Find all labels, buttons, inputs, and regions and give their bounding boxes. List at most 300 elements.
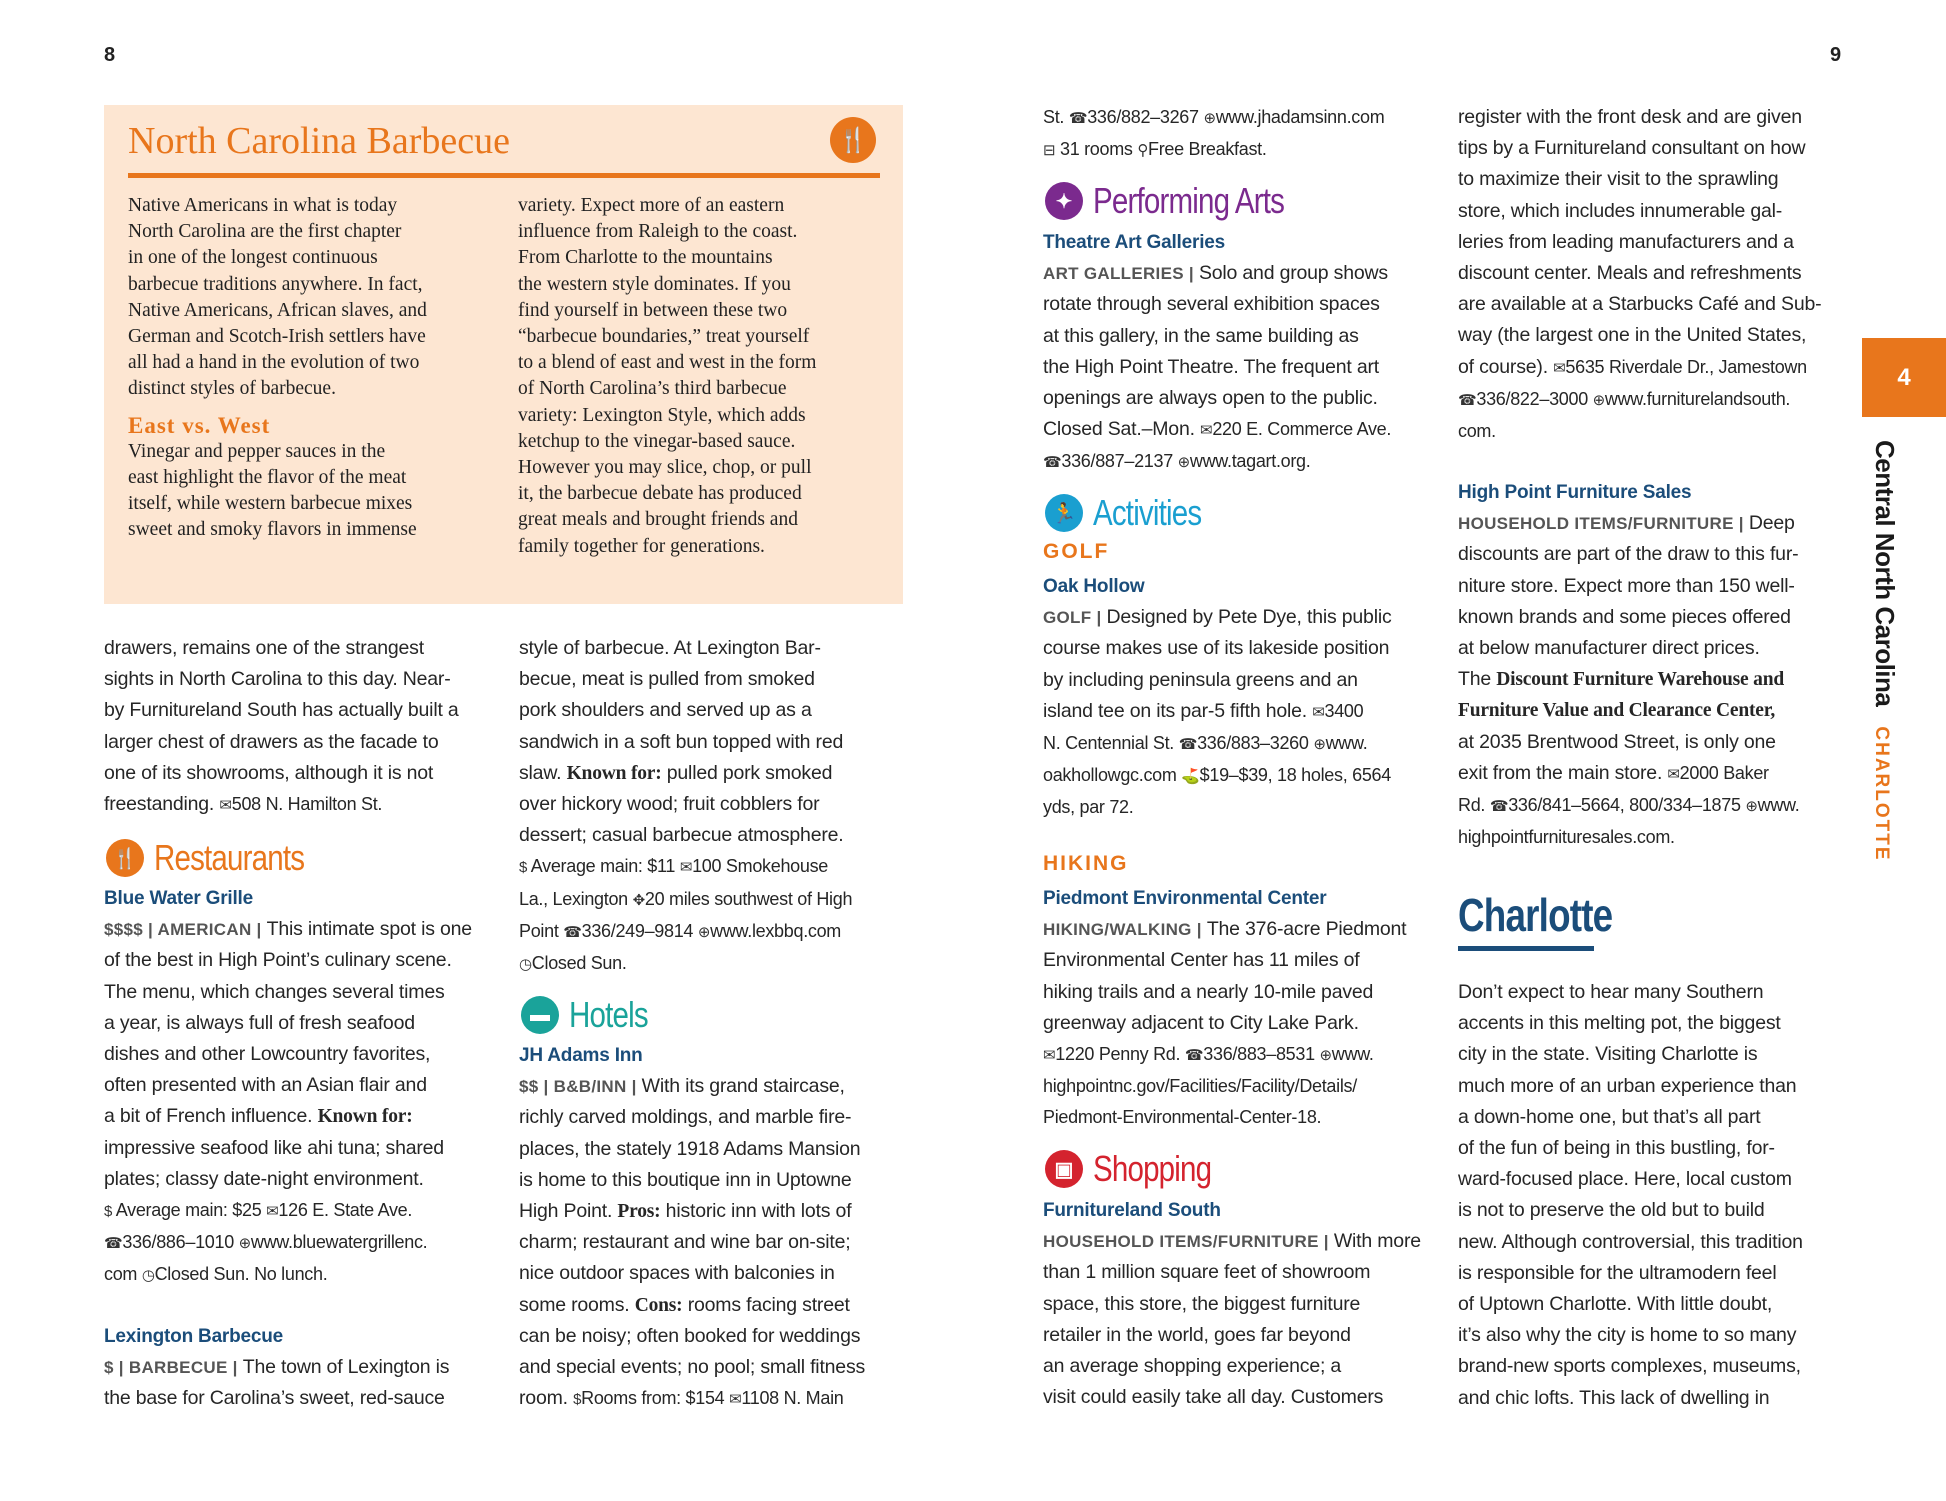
text-line: style of barbecue. At Lexington Bar- (519, 637, 821, 659)
text-line: charm; restaurant and wine bar on-site; (519, 1231, 851, 1254)
mail-icon: ✉ (1043, 1047, 1056, 1065)
text-line (519, 884, 909, 916)
text-line: $ | BARBECUE | The town of Lexington is (104, 1356, 450, 1379)
text-line: hiking trails and a nearly 10-mile paved (1043, 980, 1374, 1003)
mail-icon: ✉ (1553, 359, 1566, 377)
text-line: HOUSEHOLD ITEMS/FURNITURE | Deep (1458, 512, 1795, 535)
text-line: leries from leading manufacturers and a (1458, 230, 1794, 253)
address: 3400 (1324, 700, 1364, 721)
box-subheading: East vs. West (128, 412, 271, 438)
directions-icon: ✥ (632, 891, 645, 909)
text-line: often presented with an Asian flair and (104, 1074, 427, 1097)
section-shopping (1045, 1148, 1237, 1190)
known-for-label: Known for: (566, 762, 662, 784)
text-line: dessert; casual barbecue atmosphere. (519, 824, 844, 847)
text-line: Environmental Center has 11 miles of (1043, 949, 1360, 972)
box-col2-line: family together for generations. (518, 535, 765, 557)
text-fragment: some rooms. (519, 1293, 630, 1316)
text-line (519, 1196, 914, 1227)
category-label: B&B/INN (553, 1077, 627, 1097)
text-line (104, 1195, 494, 1227)
text-fragment: exit from the main store. (1458, 761, 1663, 784)
text-line: to maximize their visit to the sprawling (1458, 168, 1779, 191)
phone-icon: ☎ (563, 923, 582, 941)
text-line: than 1 million square feet of showroom (1043, 1261, 1371, 1284)
fork-knife-icon: 🍴 (830, 117, 876, 163)
text-fragment: historic inn with lots of (665, 1200, 852, 1223)
section-activities (1045, 492, 1225, 534)
venue-name[interactable]: Furnitureland South (1043, 1200, 1221, 1221)
text-line: GOLF | Designed by Pete Dye, this public (1043, 606, 1392, 629)
address: 508 N. Hamilton St. (231, 794, 383, 815)
golf-heading: GOLF (1043, 540, 1110, 563)
category-label: HIKING/WALKING (1043, 920, 1192, 940)
text-line (1043, 446, 1443, 478)
bed-icon: ⊟ (1043, 142, 1056, 160)
store-name: Furniture Value and Clearance Center, (1458, 700, 1776, 722)
text-line (519, 916, 909, 948)
box-col2-line: find yourself in between these two (518, 299, 788, 321)
address: Rd. (1458, 795, 1486, 816)
text-line: sights in North Carolina to this day. Near- (104, 668, 451, 691)
text-line: a down-home one, but that’s all part (1458, 1105, 1761, 1128)
dollar-icon: $ (519, 859, 528, 877)
box-divider (128, 173, 880, 178)
box-col1-line: itself, while western barbecue mixes (128, 493, 413, 515)
text-line: $$ | B&B/INN | With its grand staircase, (519, 1075, 845, 1098)
charlotte-underline (1458, 946, 1594, 951)
box-col1-line: in one of the longest continuous (128, 247, 378, 269)
text-line: plates; classy date-night environment. (104, 1167, 424, 1190)
phone-icon: ☎ (1184, 1047, 1204, 1065)
website-link[interactable]: com (104, 1264, 138, 1285)
text-line: drawers, remains one of the strangest (104, 637, 424, 659)
text-line (1043, 134, 1438, 166)
globe-icon: ⊕ (1319, 1047, 1332, 1065)
address: 5635 Riverdale Dr., Jamestown (1565, 356, 1807, 377)
hours: Closed Sat.–Mon. (1043, 418, 1195, 441)
website-link[interactable]: www. (1325, 733, 1368, 754)
text-line: pork shoulders and served up as a (519, 699, 812, 722)
text-line (1458, 790, 1858, 822)
dollar-icon: $ (573, 1391, 582, 1409)
text-line (519, 851, 909, 883)
box-col1-line: east highlight the flavor of the meat (128, 467, 407, 489)
phone-number: 336/887–2137 (1061, 451, 1173, 472)
venue-name[interactable]: JH Adams Inn (519, 1045, 643, 1066)
text-line: accents in this melting pot, the biggest (1458, 1012, 1781, 1035)
pros-label: Pros: (617, 1201, 661, 1223)
box-column-2 (518, 193, 888, 560)
barbecue-sidebar-box (104, 105, 903, 604)
box-col1-line: German and Scotch-Irish settlers have (128, 326, 426, 348)
text-line: by Furnitureland South has actually built a (104, 699, 459, 722)
address: N. Centennial St. (1043, 733, 1174, 754)
box-col1-line: distinct styles of barbecue. (128, 378, 336, 400)
category-label: AMERICAN (157, 920, 252, 940)
box-col2-line: of North Carolina’s third barbecue (518, 378, 787, 400)
shopping-bag-icon: ▣ (1045, 1150, 1083, 1188)
listing-blue-water-grille (104, 883, 494, 1292)
box-col2-line: great meals and brought friends and (518, 509, 798, 531)
box-col2-line: the western style dominates. If you (518, 273, 791, 295)
hours: Closed Sun. No lunch. (154, 1264, 328, 1285)
text-line (104, 1101, 494, 1132)
website-link[interactable]: www. (1331, 1044, 1374, 1065)
venue-name[interactable]: Theatre Art Galleries (1043, 232, 1226, 253)
text-line: the base for Carolina’s sweet, red-sauce (104, 1387, 445, 1410)
text-line: is responsible for the ultramodern feel (1458, 1261, 1777, 1284)
phone-icon: ☎ (1458, 391, 1477, 409)
listing-furnitureland-south (1043, 1195, 1443, 1413)
text-fragment: a bit of French influence. (104, 1105, 313, 1128)
section-title: Hotels (569, 994, 648, 1035)
website-link[interactable]: www.jhadamsinn.com (1215, 107, 1385, 127)
text-line: larger chest of drawers as the facade to (104, 730, 439, 753)
text-line: new. Although controversial, this tradition (1458, 1230, 1803, 1253)
listing-piedmont-environmental-center (1043, 883, 1443, 1134)
category-label: GOLF (1043, 608, 1092, 628)
text-line (1458, 384, 1858, 416)
text-line (1043, 728, 1443, 760)
text-line: richly carved moldings, and marble fire- (519, 1106, 852, 1129)
address: 220 E. Commerce Ave. (1212, 419, 1392, 440)
charlotte-intro (1458, 977, 1858, 1414)
section-restaurants (106, 837, 337, 879)
box-col2-line: variety: Lexington Style, which adds (518, 404, 806, 426)
section-performing-arts (1045, 180, 1326, 222)
text-line: greenway adjacent to City Lake Park. (1043, 1011, 1359, 1034)
page-number-left: 8 (104, 44, 116, 66)
text-line: The menu, which changes several times (104, 980, 445, 1003)
text-line: at below manufacturer direct prices. (1458, 637, 1760, 660)
venue-name[interactable]: Lexington Barbecue (104, 1326, 284, 1347)
mail-icon: ✉ (729, 1391, 742, 1409)
venue-name[interactable]: Blue Water Grille (104, 888, 253, 909)
venue-name[interactable]: High Point Furniture Sales (1458, 482, 1692, 503)
text-line: retailer in the world, goes far beyond (1043, 1323, 1351, 1346)
text-line: an average shopping experience; a (1043, 1355, 1342, 1378)
text-line: of Uptown Charlotte. With little doubt, (1458, 1293, 1773, 1316)
city-label: CHARLOTTE (1871, 726, 1892, 862)
text-line: rotate through several exhibition spaces (1043, 293, 1380, 316)
box-col2-line: ketchup to the vinegar-based sauce. (518, 430, 796, 452)
section-title: Activities (1093, 492, 1202, 533)
dollar-icon: $ (104, 1203, 113, 1221)
text-fragment: With more (1333, 1230, 1421, 1253)
address: 1220 Penny Rd. (1055, 1044, 1181, 1065)
box-col2-line: However you may slice, chop, or pull (518, 457, 812, 479)
text-line: are available at a Starbucks Café and Sub- (1458, 293, 1822, 316)
website-link[interactable]: www.lexbbq.com (710, 920, 841, 941)
text-line: openings are always open to the public. (1043, 387, 1378, 410)
category-label: HOUSEHOLD ITEMS/FURNITURE (1043, 1232, 1319, 1252)
box-title: North Carolina Barbecue (128, 120, 510, 162)
text-line (1458, 758, 1858, 790)
text-fragment: With its grand staircase, (641, 1075, 845, 1098)
mail-icon: ✉ (679, 859, 693, 877)
mail-icon: ✉ (1667, 765, 1680, 783)
text-fragment: The (1458, 668, 1492, 691)
text-line: over hickory wood; fruit cobblers for (519, 793, 820, 816)
text-line: can be noisy; often booked for weddings (519, 1324, 861, 1347)
address: La., Lexington (519, 888, 628, 909)
text-line (1043, 102, 1438, 134)
section-title: Shopping (1093, 1148, 1212, 1189)
text-line: and special events; no pool; small fitness (519, 1356, 866, 1379)
box-col2-line: influence from Raleigh to the coast. (518, 221, 798, 243)
globe-icon: ⊕ (1745, 798, 1758, 816)
text-line (1043, 760, 1443, 792)
website-link[interactable]: www.bluewatergrillenc. (250, 1232, 428, 1253)
section-title: Performing Arts (1093, 180, 1285, 221)
text-line: HIKING/WALKING | The 376-acre Piedmont (1043, 918, 1407, 941)
text-line: the High Point Theatre. The frequent art (1043, 355, 1379, 378)
phone-number: 336/883–8531 (1203, 1044, 1315, 1065)
text-fragment: room. (519, 1387, 568, 1410)
address: 126 E. State Ave. (278, 1200, 413, 1221)
text-line: way (the largest one in the United States, (1458, 324, 1807, 347)
ticket-icon: ✦ (1045, 182, 1083, 220)
box-column-1 (128, 193, 498, 544)
globe-icon: ⊕ (238, 1235, 251, 1253)
address: St. (1043, 107, 1065, 127)
text-line: discount center. Meals and refreshments (1458, 262, 1802, 285)
venue-name[interactable]: Oak Hollow (1043, 576, 1145, 597)
globe-icon: ⊕ (1177, 454, 1190, 472)
globe-icon: ⊕ (697, 923, 711, 941)
text-line: course makes use of its lakeside position (1043, 637, 1390, 660)
category-label: BARBECUE (128, 1358, 228, 1378)
column-4-top (1458, 102, 1858, 447)
box-col1-line: Native Americans in what is today (128, 195, 398, 216)
listing-lexington-barbecue (104, 1321, 494, 1415)
text-line (519, 758, 909, 789)
text-line: at 2035 Brentwood Street, is only one (1458, 730, 1776, 753)
text-line: dishes and other Lowcountry favorites, (104, 1043, 431, 1066)
runner-icon: 🏃 (1045, 494, 1083, 532)
text-fragment: freestanding. (104, 793, 215, 816)
text-line: $$$$ | AMERICAN | This intimate spot is one (104, 918, 472, 941)
text-fragment: The 376-acre Piedmont (1206, 918, 1407, 941)
charlotte-heading-block (1458, 888, 1651, 951)
text-line: register with the front desk and are given (1458, 106, 1802, 128)
text-line: by including peninsula greens and an (1043, 668, 1358, 691)
box-col1-line: Vinegar and pepper sauces in the (128, 440, 386, 462)
box-col2-line: From Charlotte to the mountains (518, 247, 773, 269)
website-link[interactable]: www. (1757, 795, 1800, 816)
text-line (1043, 696, 1443, 728)
text-line (1458, 664, 1858, 695)
text-line: tips by a Furnitureland consultant on how (1458, 137, 1806, 160)
column-2 (519, 633, 909, 980)
text-line: space, this store, the biggest furniture (1043, 1292, 1361, 1315)
phone-icon: ☎ (1043, 454, 1062, 472)
venue-name[interactable]: Piedmont Environmental Center (1043, 888, 1327, 909)
phone-number: 336/249–9814 (581, 920, 694, 941)
website-link[interactable]: highpointnc.gov/Facilities/Facility/Details/ (1043, 1076, 1357, 1097)
website-link[interactable]: oakhollowgc.com (1043, 765, 1177, 786)
box-col2-line: variety. Expect more of an eastern (518, 195, 785, 216)
text-line: discounts are part of the draw to this fur- (1458, 543, 1799, 566)
text-line (104, 1227, 494, 1259)
phone-number: 336/883–3260 (1197, 733, 1309, 754)
clock-icon: ◷ (141, 1267, 155, 1285)
text-line: and chic lofts. This lack of dwelling in (1458, 1386, 1770, 1409)
directions: Point (519, 920, 559, 941)
listing-theatre-art-galleries (1043, 227, 1443, 479)
text-line: ART GALLERIES | Solo and group shows (1043, 262, 1388, 285)
phone-number: 336/882–3267 (1087, 107, 1199, 127)
chapter-tab[interactable]: 4 (1862, 338, 1946, 417)
text-line: it’s also why the city is home to so many (1458, 1324, 1797, 1347)
listing-high-point-furniture-sales (1458, 477, 1858, 853)
text-line: becue, meat is pulled from smoked (519, 668, 815, 691)
text-line (1043, 414, 1443, 446)
phone-icon: ☎ (1178, 736, 1198, 754)
text-fragment: rooms facing street (687, 1293, 850, 1316)
text-line (519, 948, 909, 980)
text-line: of the fun of being in this bustling, for- (1458, 1137, 1775, 1160)
website-link[interactable]: com. (1458, 421, 1496, 442)
text-line (519, 1383, 914, 1415)
text-line: visit could easily take all day. Customers (1043, 1386, 1384, 1409)
globe-icon: ⊕ (1592, 391, 1605, 409)
mail-icon: ✉ (1312, 703, 1325, 721)
text-line: HOUSEHOLD ITEMS/FURNITURE | With more (1043, 1230, 1421, 1253)
text-line: at this gallery, in the same building as (1043, 324, 1359, 347)
hours: Closed Sun. (531, 953, 627, 974)
text-line: store, which includes innumerable gal- (1458, 199, 1783, 222)
address: 100 Smokehouse (692, 856, 828, 877)
text-line (104, 789, 494, 821)
phone-icon: ☎ (1068, 110, 1088, 127)
category-label: ART GALLERIES (1043, 264, 1184, 284)
room-count: 31 rooms (1059, 139, 1133, 160)
region-label: Central North Carolina (1870, 440, 1900, 707)
category-label: HOUSEHOLD ITEMS/FURNITURE (1458, 514, 1734, 534)
text-line: niture store. Expect more than 150 well- (1458, 574, 1795, 597)
text-fragment: High Point. (519, 1200, 613, 1223)
phone-number: 336/822–3000 (1476, 388, 1588, 409)
cons-label: Cons: (634, 1294, 683, 1316)
rooms-from: Rooms from: $154 (581, 1388, 725, 1409)
website-link[interactable]: Piedmont-Environmental-Center-18. (1043, 1107, 1322, 1128)
text-line: of the best in High Point’s culinary scene. (104, 949, 452, 972)
fork-knife-icon: 🍴 (106, 839, 144, 877)
price-range: $$$$ (104, 920, 144, 940)
text-line: places, the stately 1918 Adams Mansion (519, 1137, 861, 1160)
text-line: is not to preserve the old but to build (1458, 1199, 1765, 1222)
fees: yds, par 72. (1043, 797, 1134, 818)
average-main: Average main: $11 (530, 856, 676, 877)
hiking-heading: HIKING (1043, 852, 1129, 875)
bed-icon: ▬ (521, 996, 559, 1034)
golfer-icon: ⛳ (1181, 768, 1200, 786)
text-line: ward-focused place. Here, local custom (1458, 1168, 1792, 1191)
page-number-right: 9 (1830, 44, 1842, 66)
text-line: city in the state. Visiting Charlotte is (1458, 1043, 1758, 1066)
text-line (1458, 352, 1858, 384)
mail-icon: ✉ (219, 797, 232, 815)
phone-icon: ☎ (104, 1235, 123, 1253)
box-col1-line: North Carolina are the first chapter (128, 221, 402, 243)
directions: 20 miles southwest of High (644, 888, 853, 909)
known-for-label: Known for: (317, 1106, 413, 1128)
box-col1-line: Native Americans, African slaves, and (128, 299, 427, 321)
phone-number: 336/841–5664, 800/334–1875 (1508, 795, 1741, 816)
box-col1-line: barbecue traditions anywhere. In fact, (128, 273, 423, 295)
text-line: brand-new sports complexes, museums, (1458, 1355, 1801, 1378)
box-col1-line: all had a hand in the evolution of two (128, 352, 420, 374)
store-name: Discount Furniture Warehouse and (1496, 669, 1785, 691)
clock-icon: ◷ (519, 956, 532, 974)
website-link[interactable]: highpointfurnituresales.com. (1458, 827, 1675, 848)
text-line: known brands and some pieces offered (1458, 605, 1791, 628)
text-line: a year, is always full of fresh seafood (104, 1011, 415, 1034)
text-line: Don’t expect to hear many Southern (1458, 981, 1764, 1003)
text-fragment: The town of Lexington is (242, 1356, 450, 1379)
breakfast-info: Free Breakfast. (1148, 139, 1267, 160)
dining-icon: ⚲ (1137, 142, 1149, 160)
listing-jh-adams-inn (519, 1040, 914, 1415)
price-range: $ (104, 1358, 114, 1378)
website-link[interactable]: www.furniturelandsouth. (1604, 388, 1791, 409)
text-fragment: of course). (1458, 355, 1548, 378)
listing-oak-hollow (1043, 571, 1443, 824)
address: 2000 Baker (1679, 762, 1769, 783)
text-fragment: This intimate spot is one (266, 918, 472, 941)
mail-icon: ✉ (1200, 422, 1213, 440)
text-fragment: Solo and group shows (1198, 262, 1388, 285)
box-col2-line: to a blend of east and west in the form (518, 352, 817, 374)
text-line: sandwich in a soft bun topped with red (519, 730, 844, 753)
globe-icon: ⊕ (1203, 110, 1216, 127)
text-line: is home to this boutique inn in Uptowne (519, 1168, 852, 1191)
text-line: much more of an urban experience than (1458, 1074, 1797, 1097)
website-link[interactable]: www.tagart.org. (1189, 451, 1311, 472)
address: 1108 N. Main (741, 1388, 844, 1409)
mail-icon: ✉ (266, 1203, 279, 1221)
column-1 (104, 633, 494, 821)
price-range: $$ (519, 1077, 539, 1097)
text-line: impressive seafood like ahi tuna; shared (104, 1136, 444, 1159)
text-fragment: island tee on its par-5 fifth hole. (1043, 699, 1307, 722)
globe-icon: ⊕ (1313, 736, 1326, 754)
text-fragment: Designed by Pete Dye, this public (1106, 606, 1392, 629)
box-col1-line: sweet and smoky flavors in immense (128, 519, 417, 541)
text-fragment: Deep (1748, 512, 1795, 535)
text-line (104, 1259, 494, 1291)
box-col2-line: it, the barbecue debate has produced (518, 483, 802, 505)
average-main: Average main: $25 (115, 1200, 262, 1221)
text-line (519, 1290, 914, 1321)
text-line (1043, 1039, 1443, 1071)
fees: $19–$39, 18 holes, 6564 (1199, 765, 1391, 786)
phone-icon: ☎ (1489, 798, 1509, 816)
text-fragment: slaw. (519, 761, 562, 784)
charlotte-title: Charlotte (1458, 889, 1613, 941)
text-line: one of its showrooms, although it is not (104, 761, 434, 784)
section-hotels (521, 994, 665, 1036)
box-col2-line: “barbecue boundaries,” treat yourself (518, 326, 810, 348)
text-fragment: pulled pork smoked (666, 761, 833, 784)
section-title: Restaurants (154, 837, 305, 878)
phone-number: 336/886–1010 (122, 1232, 234, 1253)
text-line: nice outdoor spaces with balconies in (519, 1262, 835, 1285)
running-header-vertical (1869, 440, 1900, 862)
column-3-top (1043, 102, 1438, 166)
